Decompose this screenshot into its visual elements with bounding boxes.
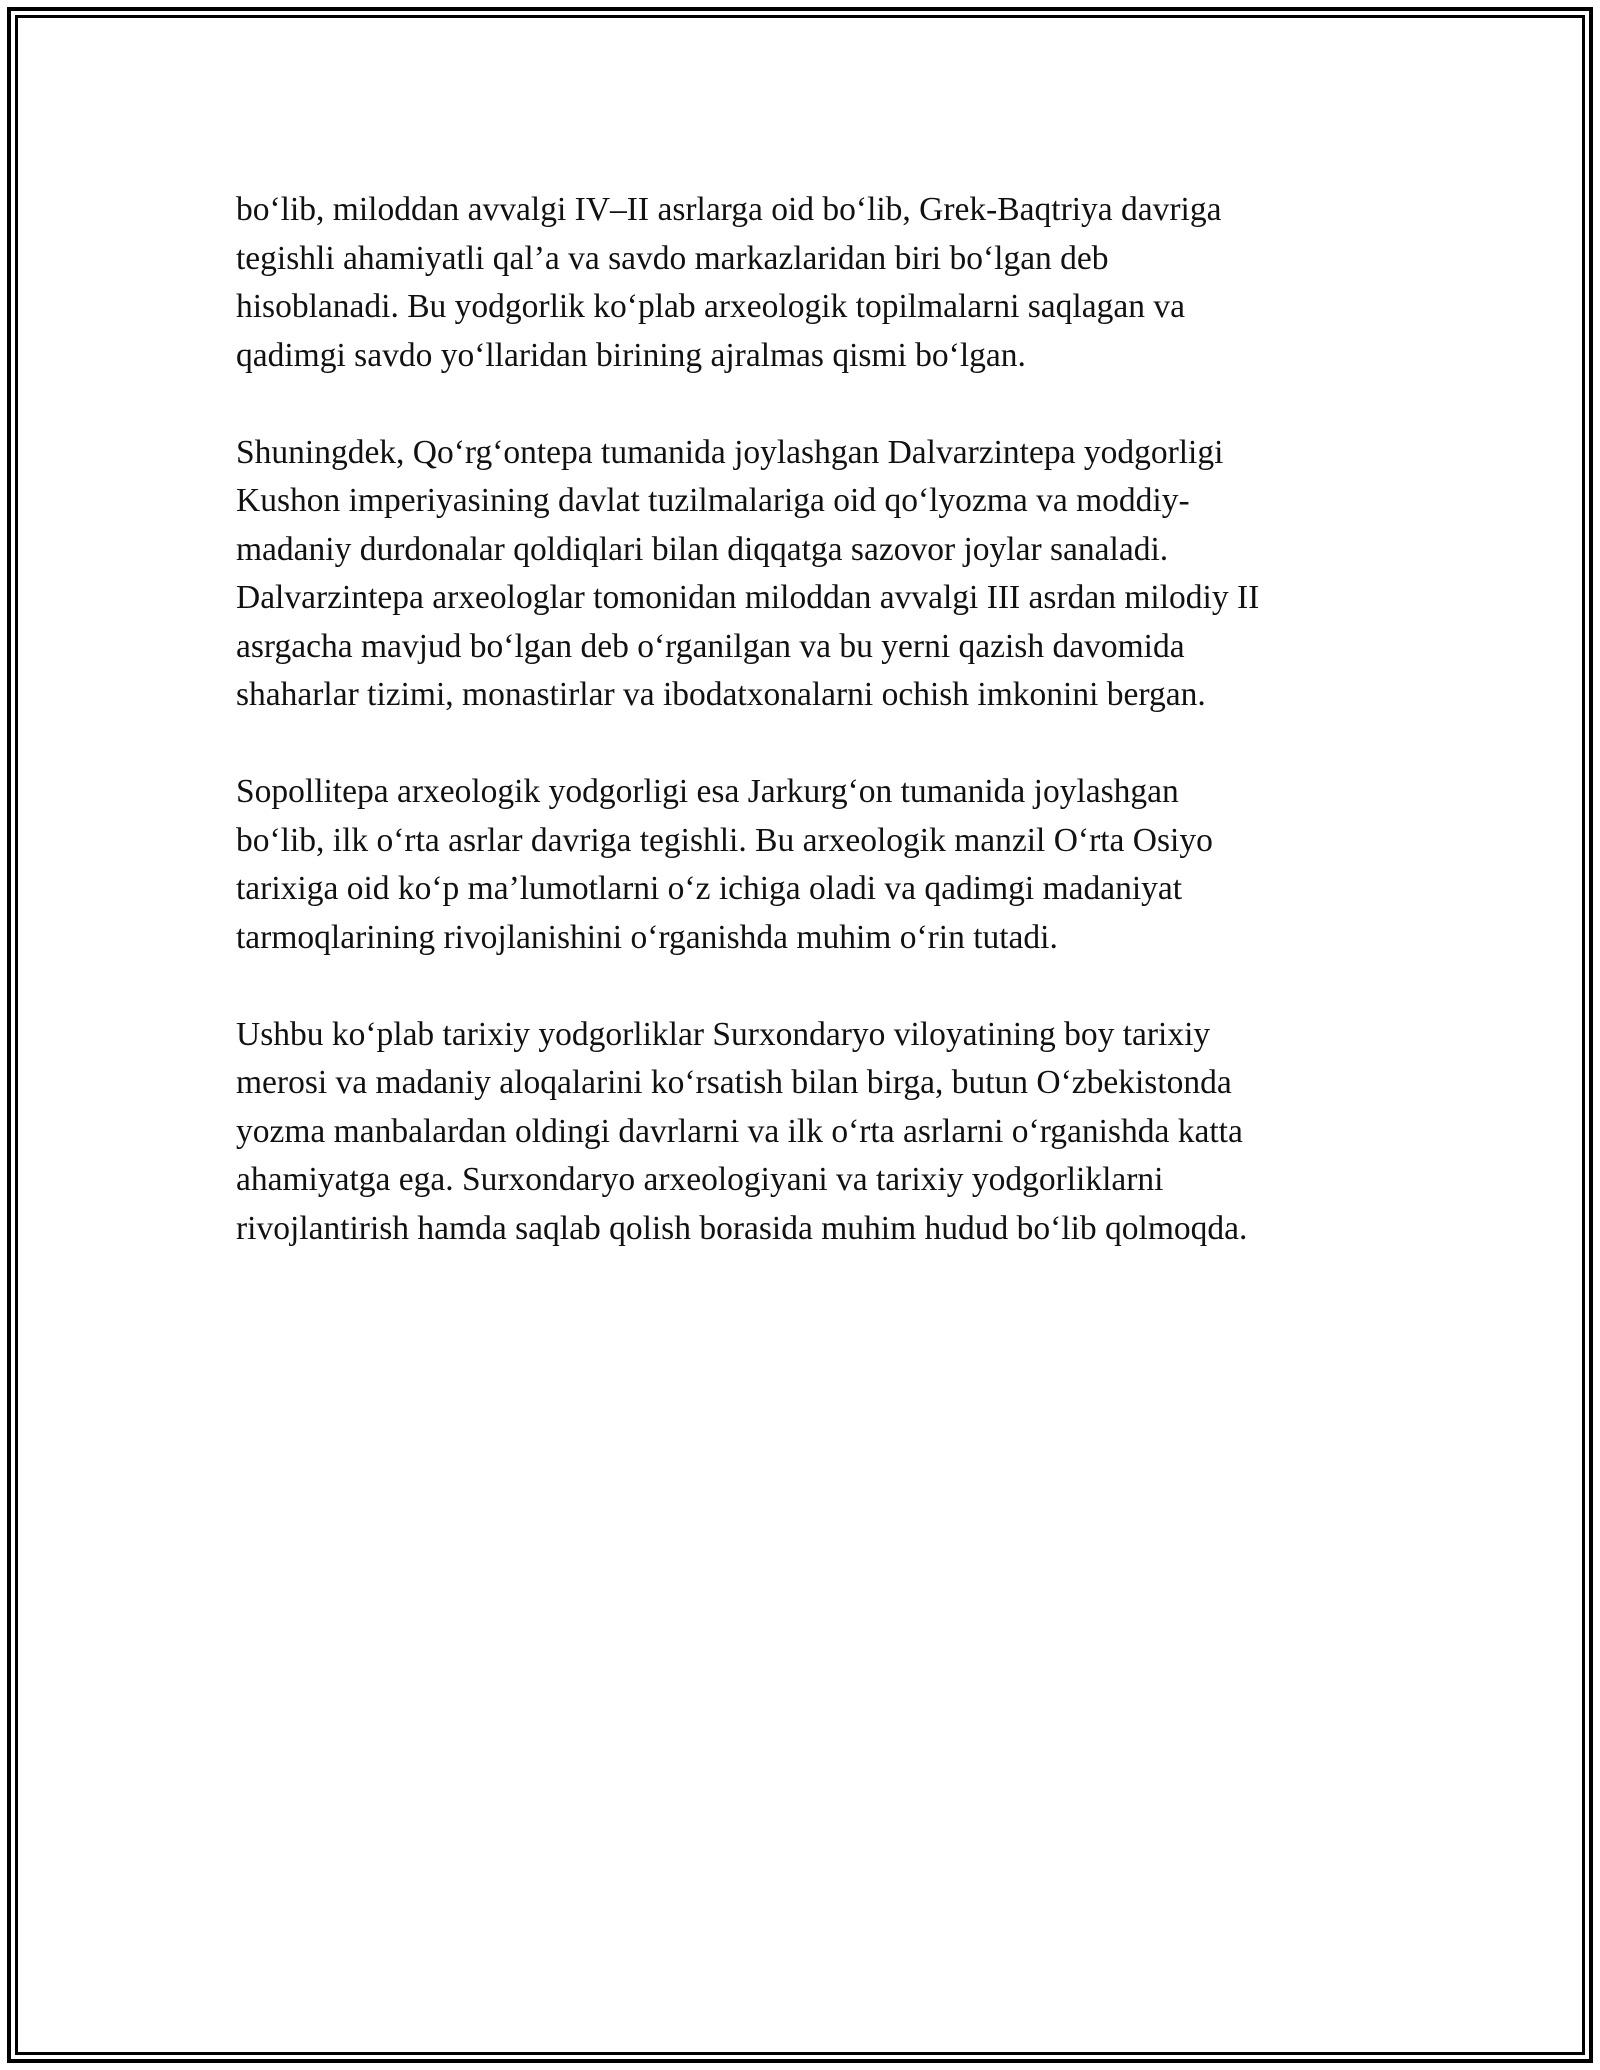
paragraph: Sopollitepa arxeologik yodgorligi esa Jarkurg‘on tumanida joylashgan bo‘lib, ilk o‘rta asrlar davriga tegishli. Bu arxeologik manzil O‘rta Osiyo tarixiga oid ko‘p ma’lumotlarni o‘z ichiga oladi va qadimgi madaniyat tarmoqlarining rivojlanishini o‘rganishda muhim o‘rin tutadi. [236, 773, 1213, 956]
paragraph: Shuningdek, Qo‘rg‘ontepa tumanida joylashgan Dalvarzintepa yodgorligi Kushon imperiyasining davlat tuzilmalariga oid qo‘lyozma va moddiy- madaniy durdonalar qoldiqlari bilan diqqatga sazovor joylar sanaladi. Dalvarzintepa arxeologlar tomonidan miloddan avvalgi III asrdan milodiy II asrgacha mavjud bo‘lgan deb o‘rganilgan va bu yerni qazish davomida shaharlar tizimi, monastirlar va ibodatxonalarni ochish imkonini bergan. [236, 433, 1260, 713]
document-body [236, 186, 1376, 1302]
paragraph: Ushbu ko‘plab tarixiy yodgorliklar Surxondaryo viloyatining boy tarixiy merosi va madaniy aloqalarini ko‘rsatish bilan birga, butun O‘zbekistonda yozma manbalardan oldingi davrlarni va ilk o‘rta asrlarni o‘rganishda katta ahamiyatga ega. Surxondaryo arxeologiyani va tarixiy yodgorliklarni rivojlantirish hamda saqlab qolish borasida muhim hudud bo‘lib qolmoqda. [236, 1015, 1248, 1247]
paragraph: bo‘lib, miloddan avvalgi IV–II asrlarga oid bo‘lib, Grek-Baqtriya davriga tegishli ahamiyatli qal’a va savdo markazlaridan biri bo‘lgan deb hisoblanadi. Bu yodgorlik ko‘plab arxeologik topilmalarni saqlagan va qadimgi savdo yo‘llaridan birining ajralmas qismi bo‘lgan. [236, 191, 1222, 374]
